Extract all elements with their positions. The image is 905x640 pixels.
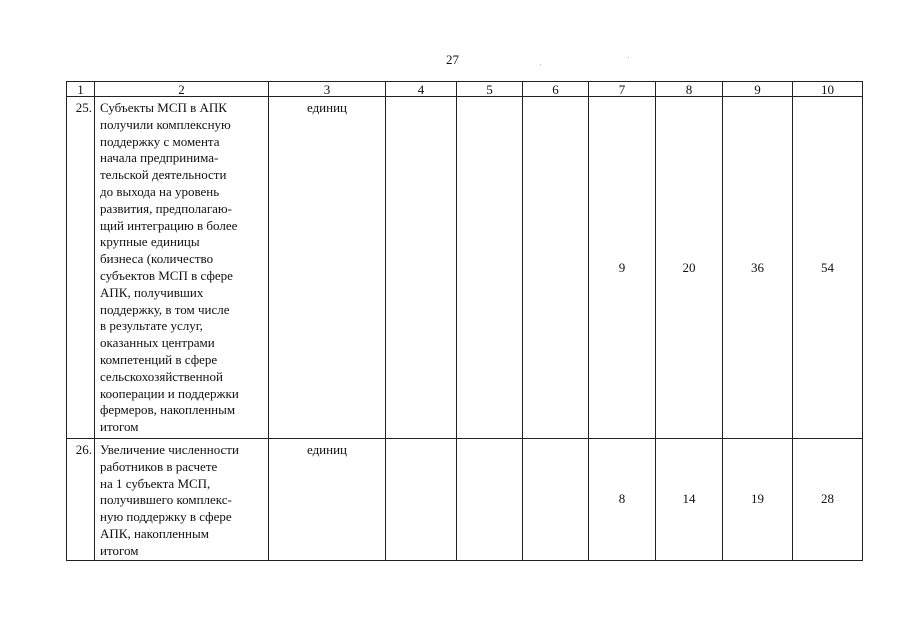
description-line: субъектов МСП в сфере: [100, 267, 233, 283]
description-line: работников в расчете: [100, 458, 218, 474]
value-cell-col4: [386, 439, 457, 561]
value-cell-col10: 54: [793, 97, 863, 439]
description-line: на 1 субъекта МСП,: [100, 475, 211, 491]
description-line: АПК, получивших: [100, 284, 204, 300]
column-number-row: [67, 82, 863, 97]
indicator-table: [66, 81, 863, 561]
description-line: крупные единицы: [100, 234, 200, 250]
value-cell-col5: [457, 439, 523, 561]
column-number-header: 5: [457, 82, 523, 97]
column-number-header: 1: [67, 82, 95, 97]
description-line: оказанных центрами: [100, 335, 215, 351]
column-number-header: 4: [386, 82, 457, 97]
value-cell-col8: 14: [656, 439, 723, 561]
description-line: кооперации и поддержки: [100, 385, 239, 401]
description-line: ную поддержку в сфере: [100, 509, 232, 525]
description-line: получившего комплекс-: [100, 492, 232, 508]
column-number-header: 3: [269, 82, 386, 97]
row-number: 26.: [67, 439, 95, 561]
column-number-header: 2: [95, 82, 269, 97]
description-line: фермеров, накопленным: [100, 402, 236, 418]
description-line: Увеличение численности: [100, 442, 239, 457]
indicator-description: [95, 97, 269, 439]
page-number: 27: [446, 52, 459, 67]
unit-cell: единиц: [269, 439, 386, 561]
indicator-description: [95, 439, 269, 561]
column-number-header: 9: [723, 82, 793, 97]
value-cell-col6: [523, 439, 589, 561]
description-line: тельской деятельности: [100, 167, 227, 183]
description-line: получили комплексную: [100, 116, 231, 132]
scan-speck: [628, 57, 629, 58]
value-cell-col9: 19: [723, 439, 793, 561]
description-line: АПК, накопленным: [100, 525, 209, 541]
description-line: начала предпринима-: [100, 150, 219, 166]
description-line: бизнеса (количество: [100, 251, 214, 267]
value-cell-col10: 28: [793, 439, 863, 561]
description-line: итогом: [100, 419, 139, 435]
description-line: компетенций в сфере: [100, 351, 218, 367]
value-cell-col7: 9: [589, 97, 656, 439]
description-line: развития, предполагаю-: [100, 200, 232, 216]
scan-speck: [540, 64, 541, 65]
table-row: [67, 439, 863, 561]
value-cell-col7: 8: [589, 439, 656, 561]
value-cell-col4: [386, 97, 457, 439]
description-line: поддержку с момента: [100, 133, 220, 149]
description-line: итогом: [100, 542, 139, 558]
value-cell-col6: [523, 97, 589, 439]
description-line: в результате услуг,: [100, 318, 203, 334]
column-number-header: 10: [793, 82, 863, 97]
value-cell-col8: 20: [656, 97, 723, 439]
value-cell-col5: [457, 97, 523, 439]
column-number-header: 8: [656, 82, 723, 97]
description-line: поддержку, в том числе: [100, 301, 230, 317]
column-number-header: 6: [523, 82, 589, 97]
description-line: щий интеграцию в более: [100, 217, 238, 233]
description-line: Субъекты МСП в АПК: [100, 100, 227, 115]
column-number-header: 7: [589, 82, 656, 97]
value-cell-col9: 36: [723, 97, 793, 439]
unit-cell: единиц: [269, 97, 386, 439]
description-line: до выхода на уровень: [100, 183, 220, 199]
table-row: [67, 97, 863, 439]
description-line: сельскохозяйственной: [100, 368, 223, 384]
row-number: 25.: [67, 97, 95, 439]
